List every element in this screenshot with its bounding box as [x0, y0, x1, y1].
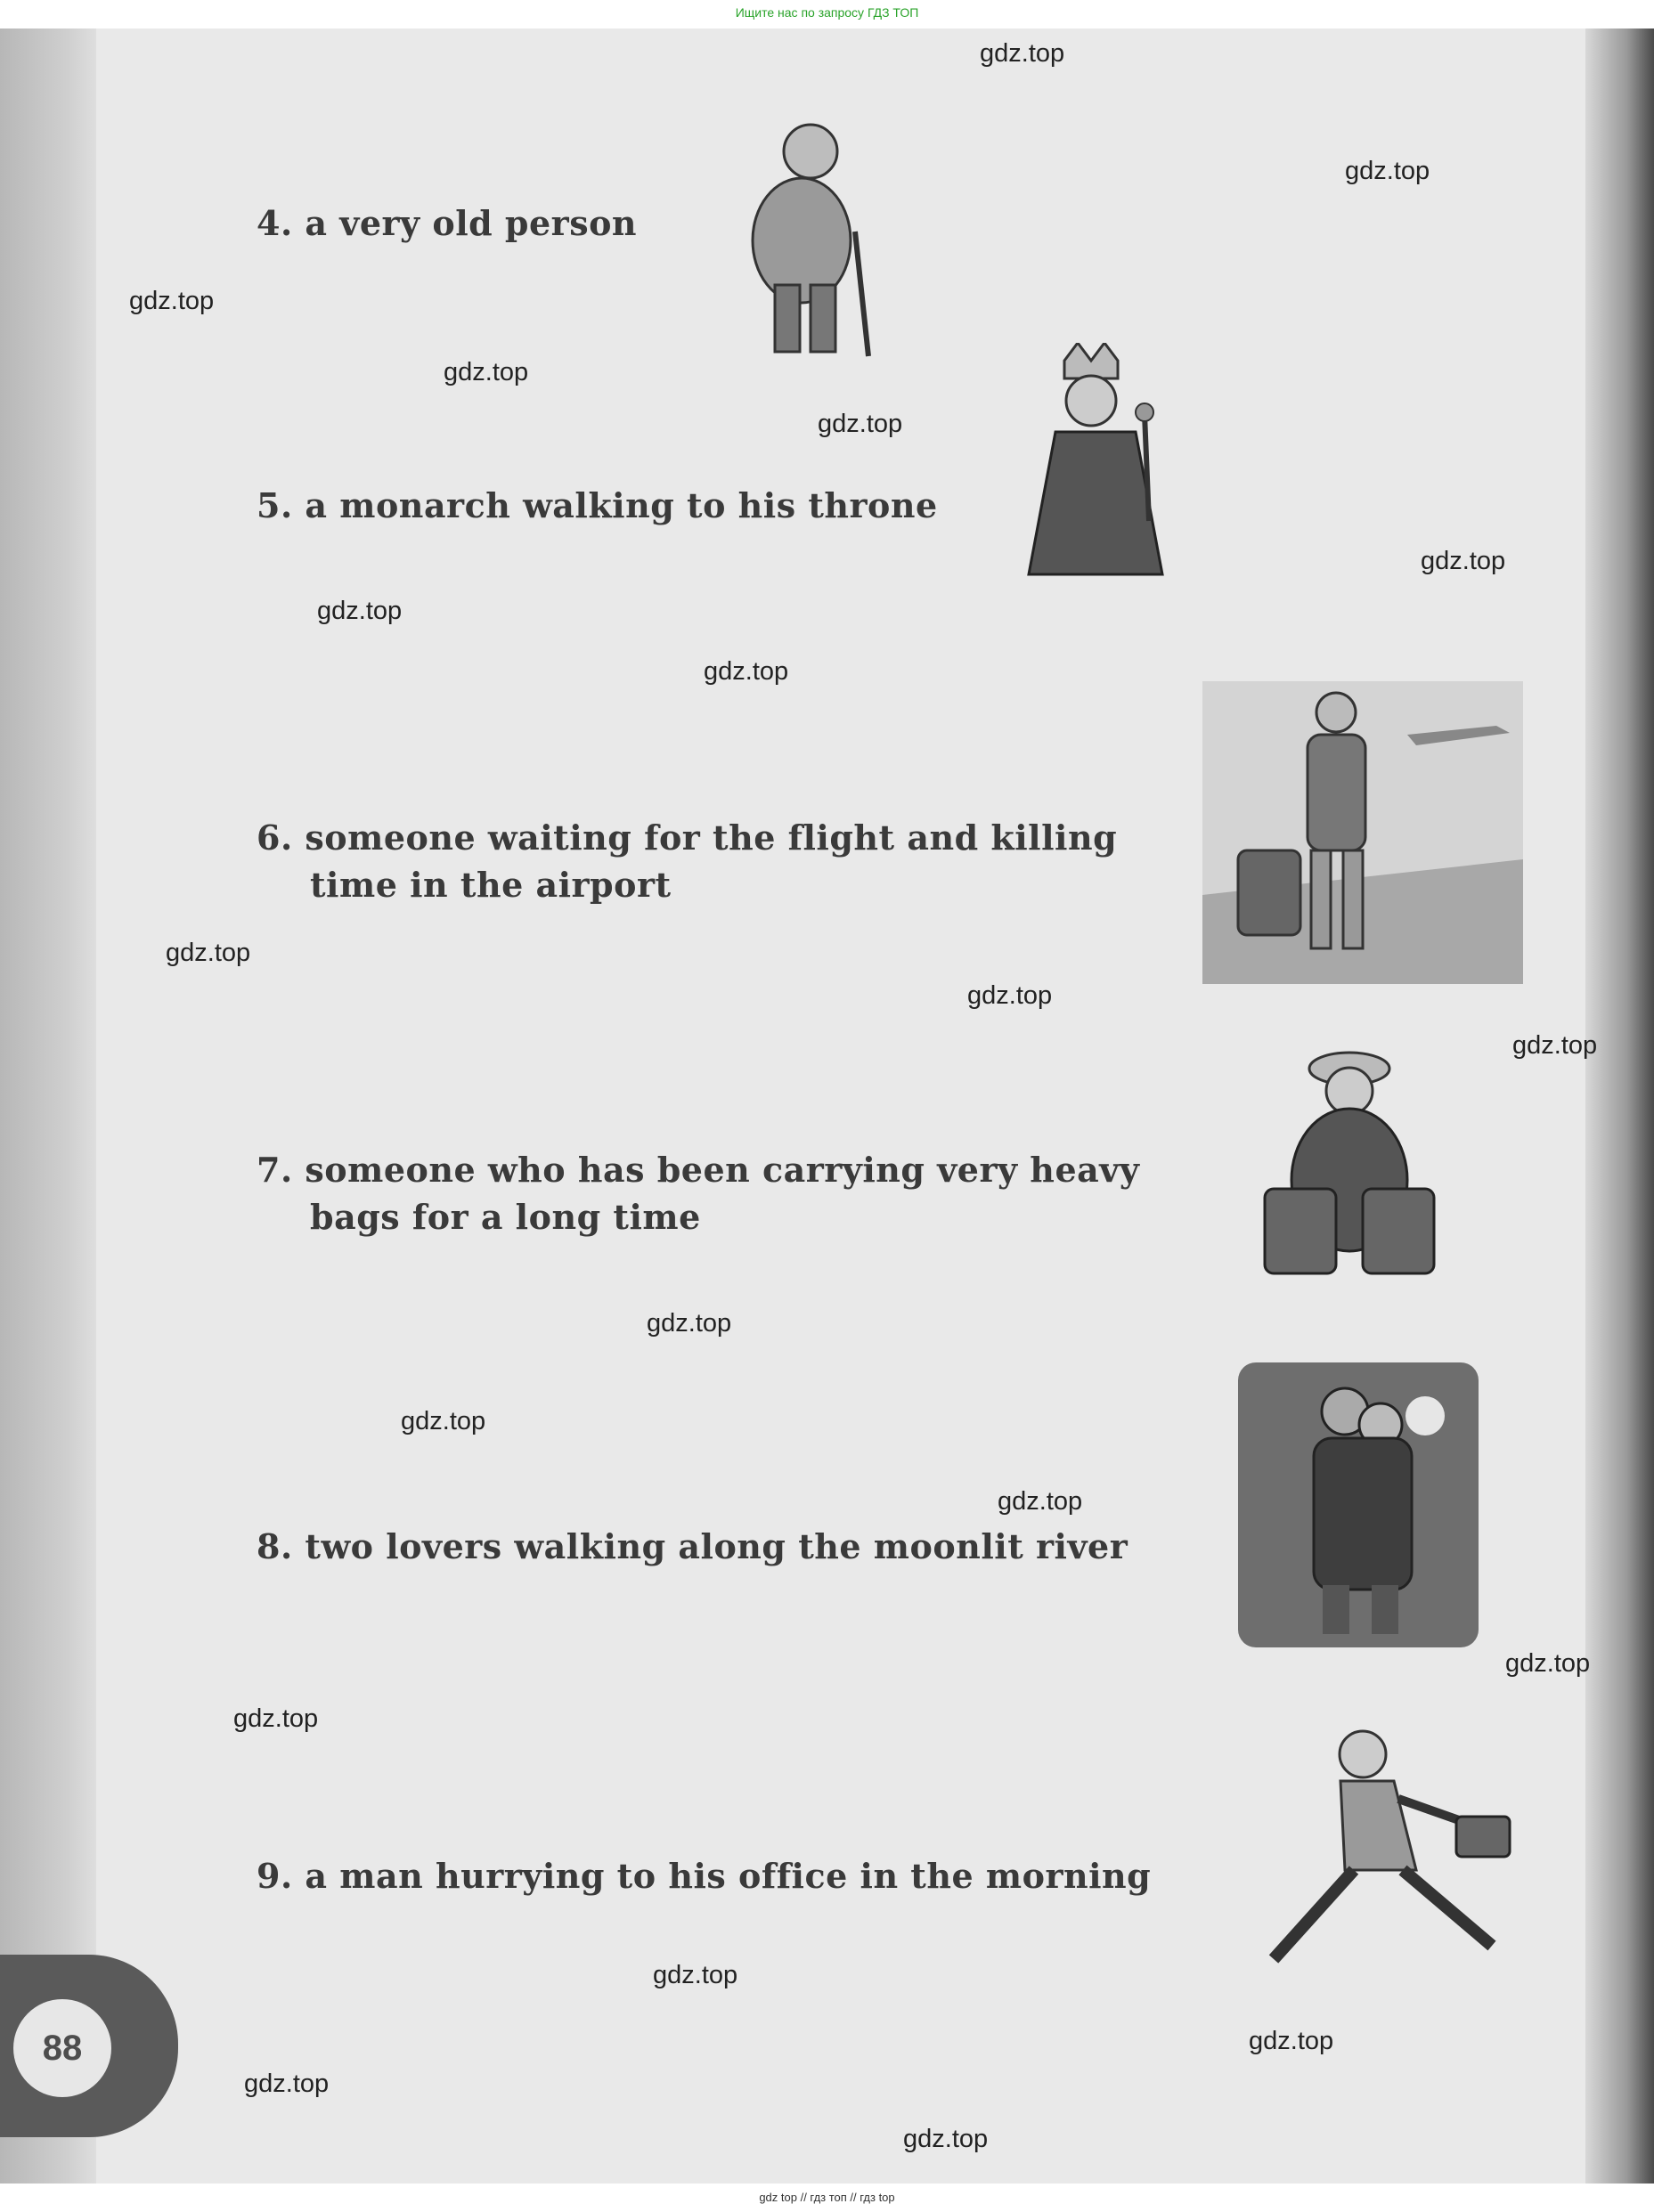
- page-number: 88: [13, 1999, 111, 2097]
- exercise-item-9: 9. a man hurrying to his office in the morning: [257, 1856, 1152, 1896]
- watermark: gdz.top: [1249, 2027, 1334, 2055]
- running-businessman-icon: [1238, 1719, 1523, 1986]
- exercise-item-8: 8. two lovers walking along the moonlit river: [257, 1526, 1128, 1566]
- watermark: gdz.top: [166, 939, 251, 967]
- watermark: gdz.top: [647, 1309, 732, 1338]
- watermark: gdz.top: [244, 2070, 330, 2098]
- page-edge-shadow: [1585, 28, 1654, 2184]
- watermark: gdz.top: [317, 597, 403, 625]
- watermark: gdz.top: [1421, 547, 1506, 575]
- exercise-item-6: 6. someone waiting for the flight and killing time in the airport: [257, 817, 1118, 905]
- watermark: gdz.top: [980, 39, 1065, 68]
- king-with-sceptre-icon: [1011, 343, 1171, 592]
- watermark: gdz.top: [704, 657, 789, 686]
- couple-under-moon-icon: [1238, 1362, 1479, 1647]
- footer-links[interactable]: gdz top // гдз топ // гдз top: [759, 2191, 895, 2204]
- watermark: gdz.top: [401, 1407, 486, 1435]
- watermark: gdz.top: [653, 1961, 738, 1989]
- watermark: gdz.top: [967, 981, 1053, 1010]
- exercise-item-4: 4. a very old person: [257, 203, 638, 243]
- exercise-item-5: 5. a monarch walking to his throne: [257, 485, 938, 525]
- old-man-with-cane-icon: [704, 116, 900, 365]
- watermark: gdz.top: [818, 410, 903, 438]
- traveller-at-airport-icon: [1202, 681, 1523, 984]
- watermark: gdz.top: [903, 2125, 989, 2153]
- watermark: gdz.top: [444, 358, 529, 386]
- exercise-item-7: 7. someone who has been carrying very heavy bags for a long time: [257, 1150, 1140, 1237]
- header-search-hint[interactable]: Ищите нас по запросу ГДЗ ТОП: [735, 5, 919, 20]
- watermark: gdz.top: [1512, 1031, 1598, 1060]
- watermark: gdz.top: [1505, 1649, 1591, 1678]
- left-margin-strip: [0, 28, 96, 2184]
- watermark: gdz.top: [1345, 157, 1430, 185]
- porter-with-bags-icon: [1251, 1024, 1447, 1300]
- watermark: gdz.top: [129, 287, 215, 315]
- watermark: gdz.top: [998, 1487, 1083, 1516]
- watermark: gdz.top: [233, 1704, 319, 1733]
